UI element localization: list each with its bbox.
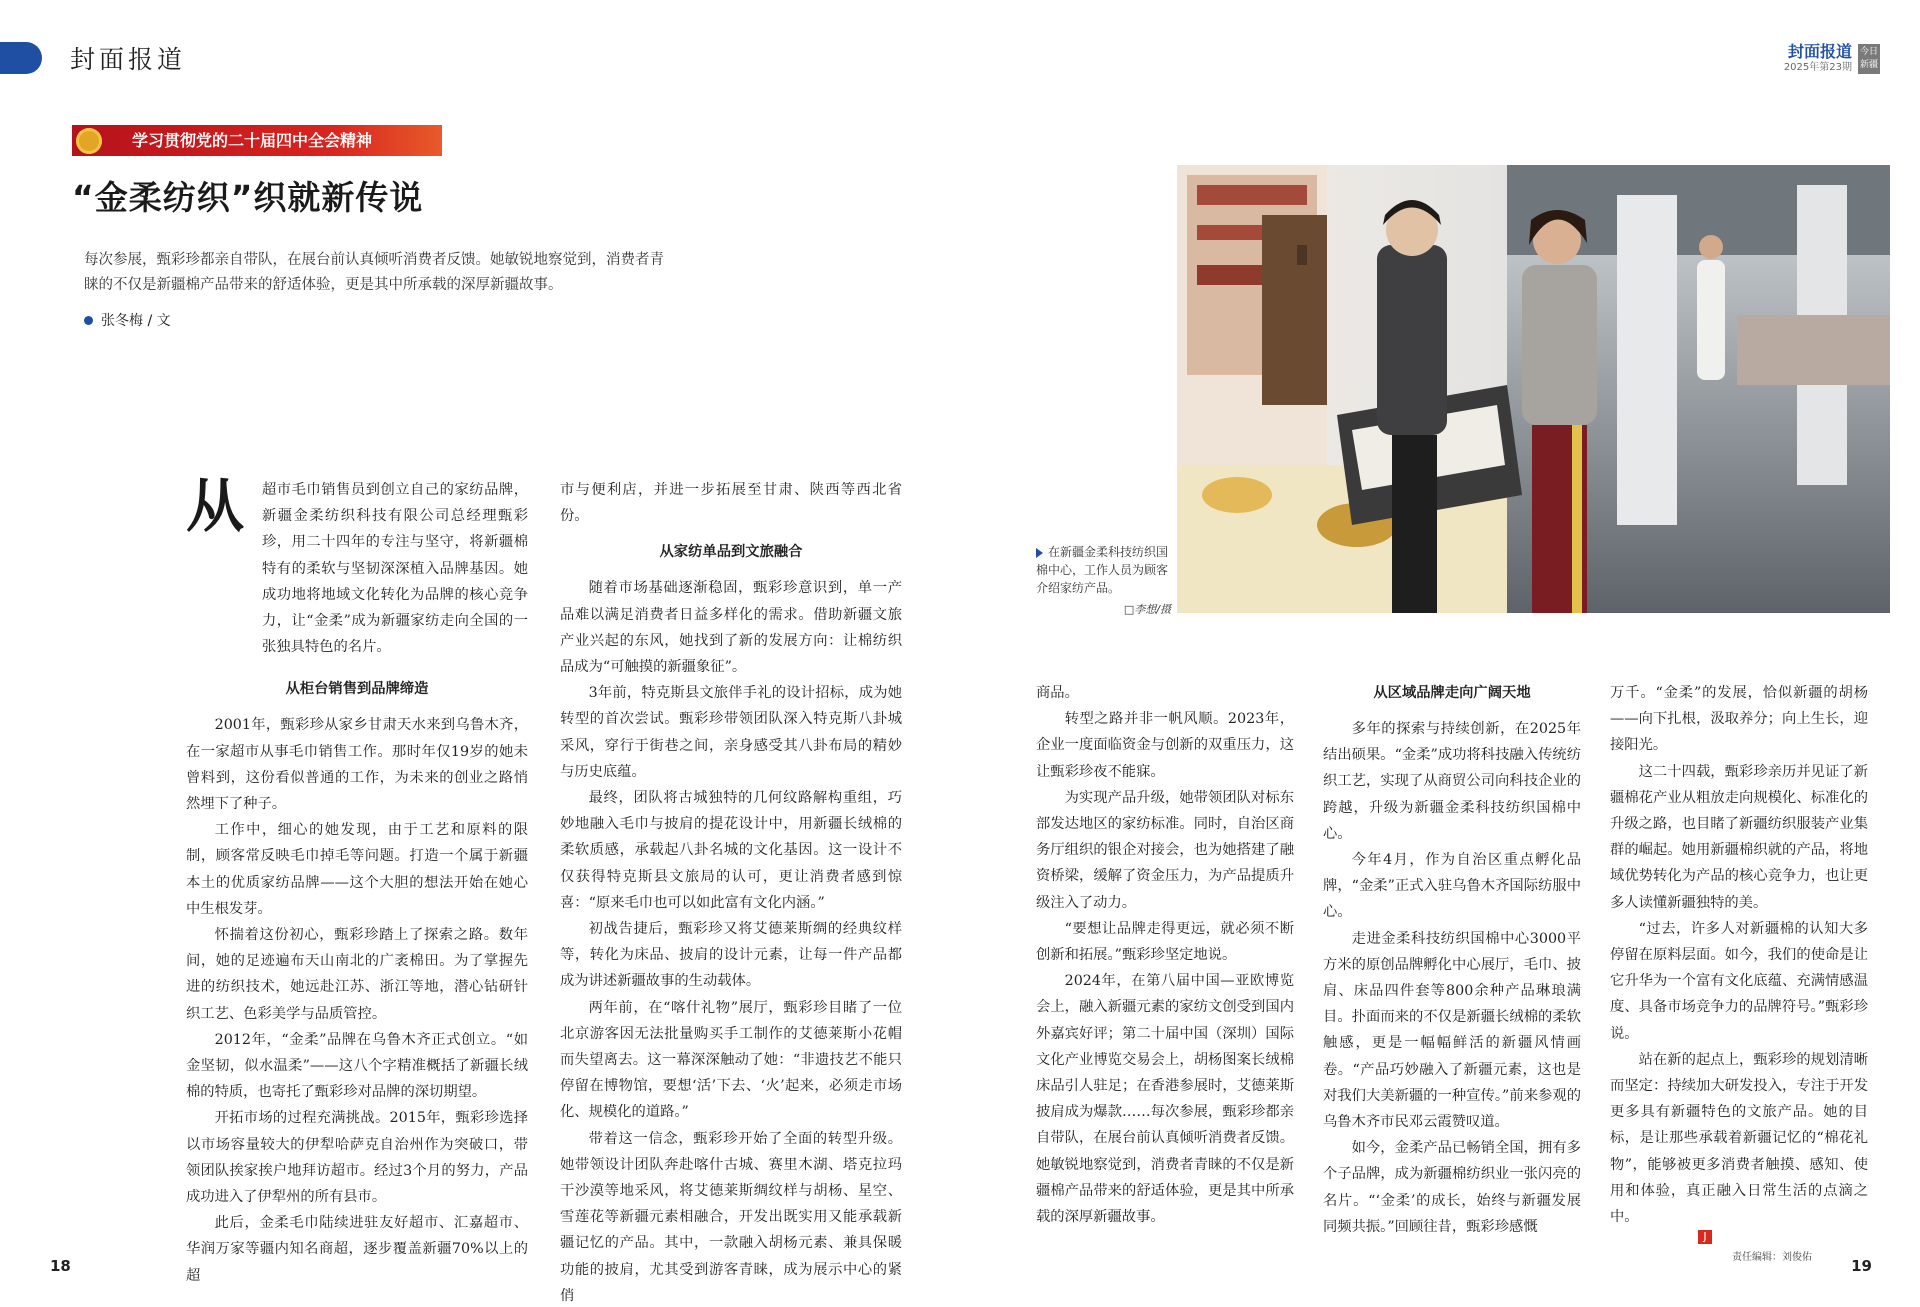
showroom-photo-illustration	[1177, 165, 1890, 613]
paragraph: 两年前，在“喀什礼物”展厅，甄彩珍目睹了一位北京游客因无法批量购买手工制作的艾德莱斯小花帽而失望离去。这一幕深深触动了她：“非遗技艺不能只停留在博物馆，要想‘活’下去、‘火’起来，必须走市场化、规模化的道路。”	[560, 999, 902, 1121]
photo-caption-text: 在新疆金柔科技纺织国棉中心，工作人员为顾客介绍家纺产品。	[1036, 545, 1169, 595]
section-tab-marker	[0, 42, 42, 74]
paragraph: 3年前，特克斯县文旅伴手礼的设计招标，成为她转型的首次尝试。甄彩珍带领团队深入特克斯八卦城采风，穿行于街巷之间，亲身感受其八卦布局的精妙与历史底蕴。	[560, 685, 902, 780]
article-end-mark: J	[1698, 1230, 1712, 1244]
paragraph: 开拓市场的过程充满挑战。2015年，甄彩珍选择以市场容量较大的伊犁哈萨克自治州作为突破口，带领团队挨家挨户地拜访超市。经过3个月的努力，产品成功进入了伊犁州的所有县市。	[186, 1110, 528, 1206]
issue-number: 2025年第23期	[1783, 62, 1852, 73]
photo-credit: □李想/摄	[1123, 603, 1171, 616]
paragraph: 随着市场基础逐渐稳固，甄彩珍意识到，单一产品难以满足消费者日益多样化的需求。借助新疆文旅产业兴起的东风，她找到了新的发展方向：让棉纺织品成为“可触摸的新疆象征”。	[560, 580, 902, 676]
paragraph: 商品。	[1036, 685, 1079, 701]
page-number-left: 18	[50, 1257, 71, 1275]
body-column-4	[1323, 680, 1581, 1240]
article-lead: 每次参展，甄彩珍都亲自带队，在展台前认真倾听消费者反馈。她敏锐地察觉到，消费者青睐的不仅是新疆棉产品带来的舒适体验，更是其中所承载的深厚新疆故事。	[84, 252, 664, 293]
paragraph: 怀揣着这份初心，甄彩珍踏上了探索之路。数年间，她的足迹遍布天山南北的广袤棉田。为了掌握先进的纺织技术，她远赴江苏、浙江等地，潜心钻研针织工艺、色彩美学与品质管控。	[186, 927, 528, 1022]
body-column-5	[1610, 680, 1868, 1230]
party-emblem-icon	[76, 128, 102, 154]
paragraph: 走进金柔科技纺织国棉中心3000平方米的原创品牌孵化中心展厅，毛巾、披肩、床品四件套等800余种产品琳琅满目。扑面而来的不仅是新疆长绒棉的柔软触感，更是一幅幅鲜活的新疆风情画卷。“产品巧妙融入了新疆元素，这也是对我们大美新疆的一种宣传。”前来参观的乌鲁木齐市民邓云霞赞叹道。	[1323, 930, 1581, 1131]
section-title-left: 封面报道	[70, 45, 187, 74]
body-column-3	[1036, 680, 1294, 1230]
paragraph: 最终，团队将古城独特的几何纹路解构重组，巧妙地融入毛巾与披肩的提花设计中，用新疆长绒棉的柔软质感，承载起八卦名城的文化基因。这一设计不仅获得特克斯县文旅局的认可，更让消费者感到惊喜：“原来毛巾也可以如此富有文化内涵。”	[560, 790, 902, 911]
drop-cap: 从	[186, 472, 245, 540]
photo-caption	[1036, 543, 1171, 597]
paragraph: 2024年，在第八届中国—亚欧博览会上，融入新疆元素的家纺文创受到国内外嘉宾好评；第二十届中国（深圳）国际文化产业博览交易会上，胡杨图案长绒棉床品引人驻足；在香港参展时，艾德莱斯披肩成为爆款……每次参展，甄彩珍都亲自带队，在展台前认真倾听消费者反馈。她敏锐地察觉到，消费者青睐的不仅是新疆棉产品带来的舒适体验，更是其中所承载的深厚新疆故事。	[1036, 973, 1294, 1226]
paragraph: 转型之路并非一帆风顺。2023年，企业一度面临资金与创新的双重压力，这让甄彩珍夜不能寐。	[1036, 711, 1294, 780]
header-right-text	[1784, 44, 1852, 73]
article-headline: “金柔纺织”织就新传说	[72, 178, 424, 217]
author-byline	[84, 310, 171, 330]
paragraph: 站在新的起点上，甄彩珍的规划清晰而坚定：持续加大研发投入，专注于开发更多具有新疆特色的文旅产品。她的目标，是让那些承载着新疆记忆的“棉花礼物”，能够被更多消费者触摸、感知、使用和体验，真正融入日常生活的点滴之中。	[1610, 1051, 1868, 1226]
paragraph: 这二十四载，甄彩珍亲历并见证了新疆棉花产业从粗放走向规模化、标准化的升级之路，也目睹了新疆纺织服装产业集群的崛起。她用新疆棉织就的产品，将地域优势转化为产品的核心竞争力，也让更多人读懂新疆独特的美。	[1610, 763, 1868, 911]
paragraph: 如今，金柔产品已畅销全国，拥有多个子品牌，成为新疆棉纺织业一张闪亮的名片。“‘金柔’的成长，始终与新疆发展同频共振。”回顾往昔，甄彩珍感慨	[1323, 1140, 1581, 1235]
paragraph: “过去，许多人对新疆棉的认知大多停留在原料层面。如今，我们的使命是让它升华为一个富有文化底蕴、充满情感温度、具备市场竞争力的品牌符号。”甄彩珍说。	[1610, 920, 1868, 1042]
page-number-right: 19	[1851, 1257, 1872, 1275]
magazine-logo: 今日新疆	[1858, 44, 1880, 74]
paragraph: 工作中，细心的她发现，由于工艺和原料的限制，顾客常反映毛巾掉毛等问题。打造一个属于新疆本土的优质家纺品牌——这个大胆的想法开始在她心中生根发芽。	[186, 822, 528, 917]
theme-banner: 学习贯彻党的二十届四中全会精神	[72, 125, 442, 156]
paragraph: 市与便利店，并进一步拓展至甘肃、陕西等西北省份。	[560, 482, 902, 525]
paragraph: 初战告捷后，甄彩珍又将艾德莱斯绸的经典纹样等，转化为床品、披肩的设计元素，让每一件产品都成为讲述新疆故事的生动载体。	[560, 921, 902, 990]
paragraph: “要想让品牌走得更远，就必须不断创新和拓展。”甄彩珍坚定地说。	[1036, 920, 1294, 964]
body-column-2	[560, 477, 902, 1307]
paragraph: 万千。“金柔”的发展，恰似新疆的胡杨——向下扎根，汲取养分；向上生长，迎接阳光。	[1610, 685, 1868, 754]
subheading: 从区域品牌走向广阔天地	[1373, 685, 1531, 701]
section-title-right: 封面报道	[1787, 42, 1852, 61]
paragraph: 今年4月，作为自治区重点孵化品牌，“金柔”正式入驻乌鲁木齐国际纺服中心。	[1323, 852, 1581, 921]
paragraph: 2012年，“金柔”品牌在乌鲁木齐正式创立。“如金坚韧，似水温柔”——这八个字精准概括了新疆长绒棉的特质，也寄托了甄彩珍对品牌的深切期望。	[186, 1031, 528, 1101]
responsible-editor: 责任编辑：刘俊佑	[1732, 1252, 1812, 1263]
author-name: 张冬梅 / 文	[101, 313, 171, 329]
subheading: 从家纺单品到文旅融合	[659, 544, 803, 561]
header-right	[1784, 44, 1880, 74]
paragraph: 超市毛巾销售员到创立自己的家纺品牌，新疆金柔纺织科技有限公司总经理甄彩珍，用二十四年的专注与坚守，将新疆棉特有的柔软与坚韧深深植入品牌基因。她成功地将地域文化转化为品牌的核心竞争力，让“金柔”成为新疆家纺走向全国的一张独具特色的名片。	[262, 482, 528, 656]
paragraph: 带着这一信念，甄彩珍开始了全面的转型升级。她带领设计团队奔赴喀什古城、赛里木湖、塔克拉玛干沙漠等地采风，将艾德莱斯绸纹样与胡杨、星空、雪莲花等新疆元素相融合，开发出既实用又能承载新疆记忆的产品。其中，一款融入胡杨元素、兼具保暖功能的披肩，尤其受到游客青睐，成为展示中心的紧俏	[560, 1130, 902, 1304]
body-column-1	[186, 472, 528, 1289]
paragraph: 为实现产品升级，她带领团队对标东部发达地区的家纺标准。同时，自治区商务厅组织的银企对接会，也为她搭建了融资桥梁，缓解了资金压力，为产品提质升级注入了动力。	[1036, 789, 1294, 911]
article-photo	[1177, 165, 1890, 613]
byline-dot-icon	[84, 316, 93, 325]
paragraph: 此后，金柔毛巾陆续进驻友好超市、汇嘉超市、华润万家等疆内知名商超，逐步覆盖新疆70%以上的超	[186, 1215, 528, 1284]
paragraph: 多年的探索与持续创新，在2025年结出硕果。“金柔”成功将科技融入传统纺织工艺，实现了从商贸公司向科技企业的跨越，升级为新疆金柔科技纺织国棉中心。	[1323, 721, 1581, 842]
paragraph: 2001年，甄彩珍从家乡甘肃天水来到乌鲁木齐，在一家超市从事毛巾销售工作。那时年仅19岁的她未曾料到，这份看似普通的工作，为未来的创业之路悄然埋下了种子。	[186, 717, 528, 813]
subheading: 从柜台销售到品牌缔造	[285, 681, 429, 698]
